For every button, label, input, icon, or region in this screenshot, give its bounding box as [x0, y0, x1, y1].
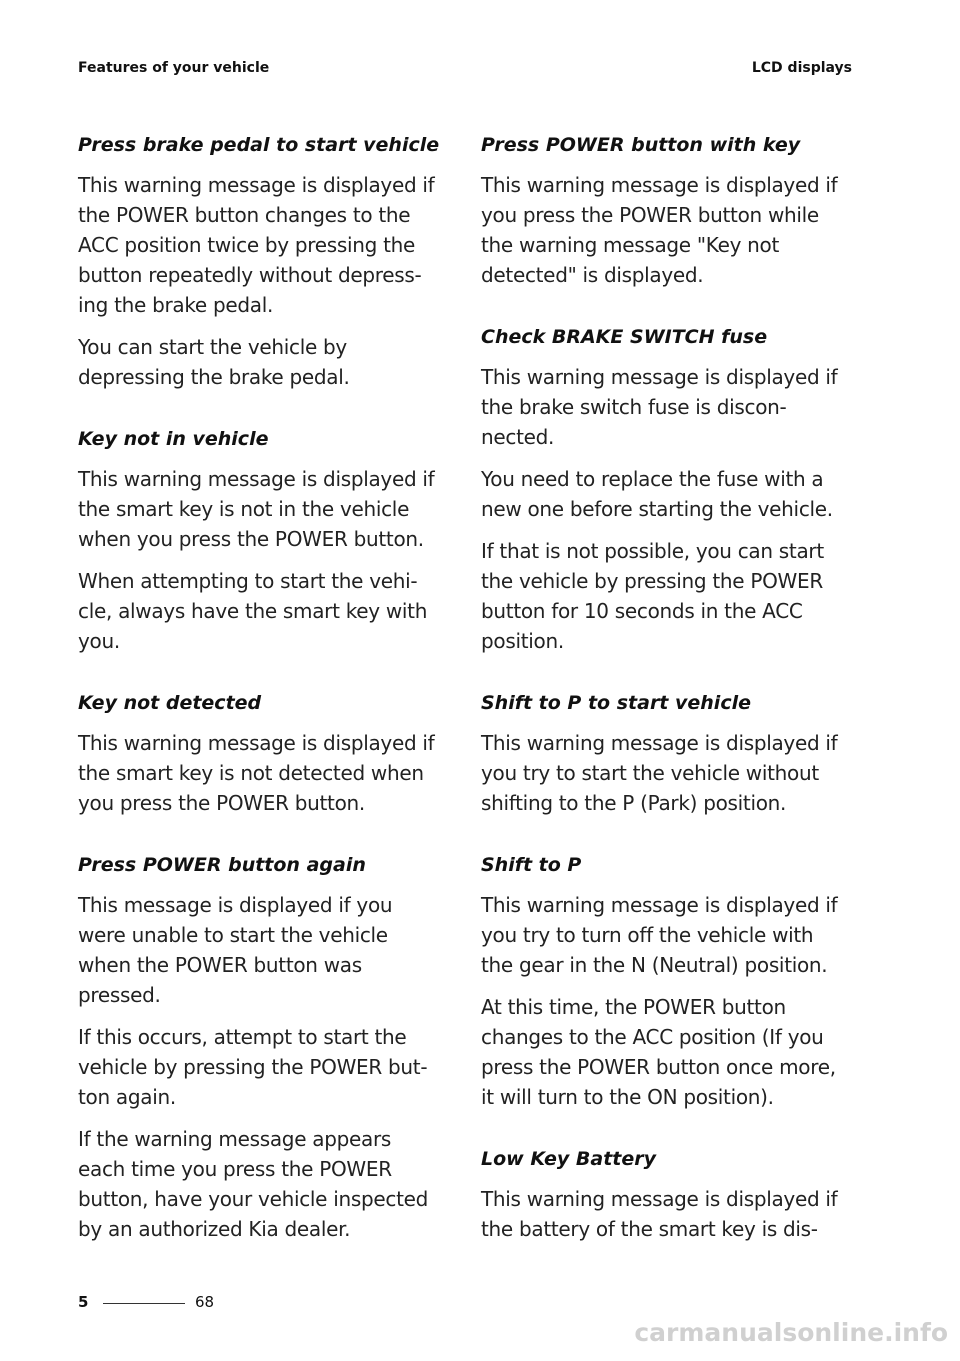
text-line: button for 10 seconds in the ACC [481, 599, 803, 623]
chapter-number: 5 [78, 1293, 89, 1311]
body-paragraph [78, 464, 450, 554]
text-line: pressed. [78, 983, 161, 1007]
section-heading: Press POWER button with key [481, 134, 801, 156]
text-line: the battery of the smart key is dis- [481, 1217, 818, 1241]
section-heading: Press POWER button again [78, 854, 366, 876]
text-line: This warning message is displayed if [78, 173, 435, 197]
text-line: you try to start the vehicle without [481, 761, 819, 785]
body-paragraph [78, 566, 450, 656]
text-line: ACC position twice by pressing the [78, 233, 416, 257]
body-paragraph [481, 728, 853, 818]
text-line: the POWER button changes to the [78, 203, 411, 227]
body-paragraph [78, 1022, 450, 1112]
body-paragraph [481, 170, 853, 290]
text-line: This warning message is displayed if [481, 365, 838, 389]
text-line: When attempting to start the vehi- [78, 569, 418, 593]
text-line: the smart key is not in the vehicle [78, 497, 410, 521]
text-line: you press the POWER button while [481, 203, 819, 227]
text-line: by an authorized Kia dealer. [78, 1217, 351, 1241]
body-paragraph [481, 536, 853, 656]
running-header-section: Features of your vehicle [78, 60, 270, 76]
text-line: press the POWER button once more, [481, 1055, 836, 1079]
text-line: You need to replace the fuse with a [481, 467, 824, 491]
text-line: depressing the brake pedal. [78, 365, 350, 389]
body-paragraph [78, 1124, 450, 1244]
text-line: you press the POWER button. [78, 791, 365, 815]
section-heading: Press brake pedal to start vehicle [78, 134, 440, 156]
text-line: changes to the ACC position (If you [481, 1025, 824, 1049]
text-line: the gear in the N (Neutral) position. [481, 953, 828, 977]
section-heading: Shift to P [481, 854, 582, 876]
body-paragraph [78, 332, 450, 392]
text-line: cle, always have the smart key with [78, 599, 428, 623]
text-line: button, have your vehicle inspected [78, 1187, 429, 1211]
section-heading: Shift to P to start vehicle [481, 692, 751, 714]
message-section [78, 686, 450, 818]
watermark: carmanualsonline.info [634, 1318, 948, 1347]
section-heading: Low Key Battery [481, 1148, 657, 1170]
text-line: new one before starting the vehicle. [481, 497, 833, 521]
footer-divider [103, 1303, 185, 1304]
text-line: If the warning message appears [78, 1127, 392, 1151]
text-line: you try to turn off the vehicle with [481, 923, 814, 947]
text-line: button repeatedly without depress- [78, 263, 422, 287]
text-line: each time you press the POWER [78, 1157, 392, 1181]
text-line: This message is displayed if you [78, 893, 393, 917]
body-paragraph [78, 170, 450, 320]
message-section [481, 128, 853, 290]
text-line: You can start the vehicle by [78, 335, 347, 359]
text-line: the brake switch fuse is discon- [481, 395, 787, 419]
message-section [481, 1142, 853, 1244]
right-column [481, 128, 853, 1274]
text-line: were unable to start the vehicle [78, 923, 388, 947]
message-section [481, 320, 853, 656]
text-line: If that is not possible, you can start [481, 539, 824, 563]
section-heading: Key not in vehicle [78, 428, 269, 450]
body-paragraph [78, 728, 450, 818]
text-line: This warning message is displayed if [481, 173, 838, 197]
text-line: when the POWER button was [78, 953, 362, 977]
left-column [78, 128, 450, 1274]
text-line: If this occurs, attempt to start the [78, 1025, 407, 1049]
text-line: when you press the POWER button. [78, 527, 424, 551]
message-section [481, 848, 853, 1112]
text-line: This warning message is displayed if [78, 731, 435, 755]
text-line: the vehicle by pressing the POWER [481, 569, 823, 593]
text-line: At this time, the POWER button [481, 995, 786, 1019]
body-paragraph [481, 992, 853, 1112]
text-line: nected. [481, 425, 555, 449]
message-section [78, 128, 450, 392]
text-line: This warning message is displayed if [481, 893, 838, 917]
text-line: This warning message is displayed if [481, 731, 838, 755]
text-line: shifting to the P (Park) position. [481, 791, 787, 815]
text-line: the warning message "Key not [481, 233, 780, 257]
body-paragraph [481, 362, 853, 452]
section-heading: Key not detected [78, 692, 262, 714]
text-line: vehicle by pressing the POWER but- [78, 1055, 428, 1079]
section-heading: Check BRAKE SWITCH fuse [481, 326, 768, 348]
text-line: the smart key is not detected when [78, 761, 424, 785]
message-section [78, 848, 450, 1244]
text-line: This warning message is displayed if [481, 1187, 838, 1211]
text-line: position. [481, 629, 564, 653]
text-line: detected" is displayed. [481, 263, 704, 287]
body-paragraph [481, 464, 853, 524]
text-line: you. [78, 629, 120, 653]
body-paragraph [481, 890, 853, 980]
page-number: 68 [195, 1293, 215, 1311]
running-header-topic: LCD displays [751, 60, 852, 76]
message-section [78, 422, 450, 656]
message-section [481, 686, 853, 818]
text-line: This warning message is displayed if [78, 467, 435, 491]
text-line: ing the brake pedal. [78, 293, 274, 317]
text-line: it will turn to the ON position). [481, 1085, 774, 1109]
text-line: ton again. [78, 1085, 176, 1109]
body-paragraph [481, 1184, 853, 1244]
body-paragraph [78, 890, 450, 1010]
